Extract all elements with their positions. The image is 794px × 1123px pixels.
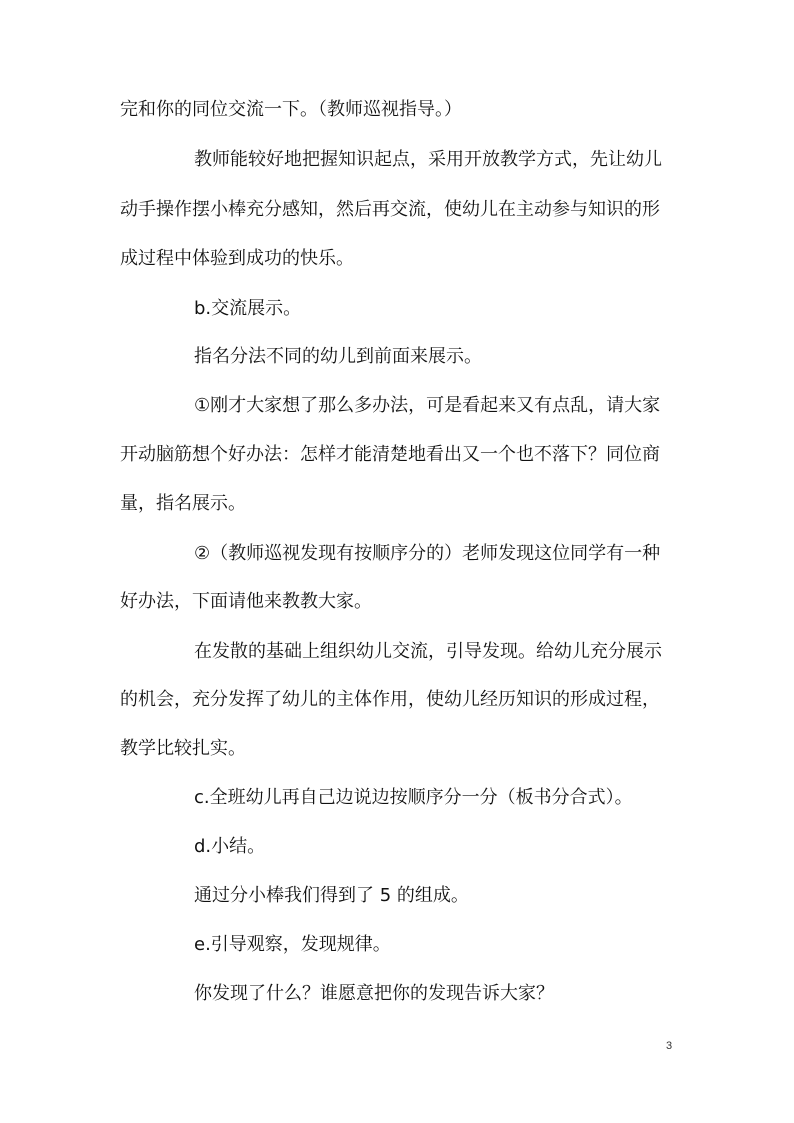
text-line: 完和你的同位交流一下。（教师巡视指导。） [120, 99, 462, 120]
paragraph-line: 教师能较好地把握知识起点，采用开放教学方式，先让幼儿 [194, 149, 662, 170]
text-line: 量，指名展示。 [120, 493, 246, 514]
section-heading-e: e.引导观察，发现规律。 [194, 934, 391, 955]
paragraph-line: 你发现了什么？谁愿意把你的发现告诉大家？ [194, 983, 554, 1004]
text-line: 好办法，下面请他来教教大家。 [120, 591, 372, 612]
paragraph-line: ②（教师巡视发现有按顺序分的）老师发现这位同学有一种 [194, 543, 661, 564]
paragraph-line: ①刚才大家想了那么多办法，可是看起来又有点乱，请大家 [194, 395, 661, 416]
section-heading-b: b.交流展示。 [194, 298, 302, 319]
section-heading-c: c.全班幼儿再自己边说边按顺序分一分（板书分合式）。 [194, 787, 633, 808]
text-line: 成过程中体验到成功的快乐。 [120, 248, 354, 269]
text-line: 开动脑筋想个好办法：怎样才能清楚地看出又一个也不落下？同位商 [120, 444, 660, 465]
paragraph-line: 在发散的基础上组织幼儿交流，引导发现。给幼儿充分展示 [194, 641, 662, 662]
paragraph-line: 指名分法不同的幼儿到前面来展示。 [194, 346, 482, 367]
paragraph-line: 通过分小棒我们得到了 5 的组成。 [194, 885, 469, 906]
text-line: 的机会，充分发挥了幼儿的主体作用，使幼儿经历知识的形成过程， [120, 689, 660, 710]
text-line: 教学比较扎实。 [120, 738, 246, 759]
section-heading-d: d.小结。 [194, 836, 266, 857]
page-number: 3 [666, 1040, 673, 1052]
text-line: 动手操作摆小棒充分感知，然后再交流，使幼儿在主动参与知识的形 [120, 199, 660, 220]
